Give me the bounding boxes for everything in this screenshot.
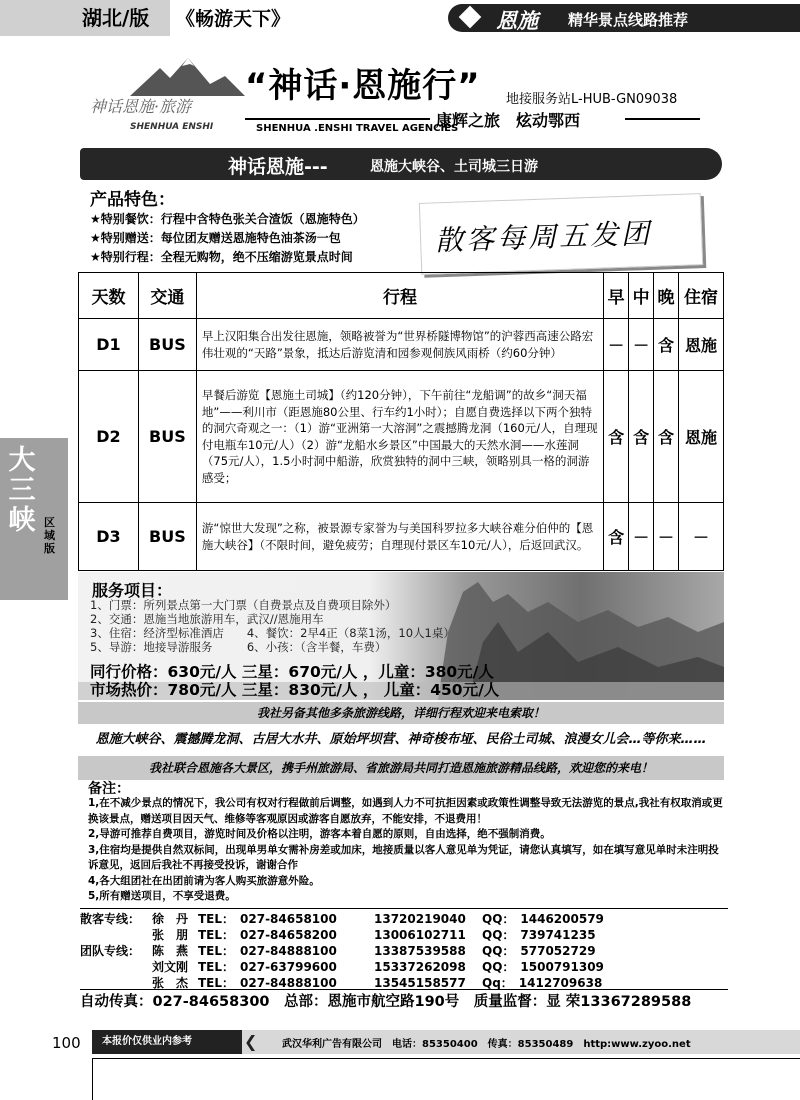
service-item: 1、门票：所列景点第一大门票（自费景点及自费项目除外） (90, 598, 397, 612)
contact-row (80, 975, 602, 991)
transport-cell: BUS (138, 503, 196, 571)
lunch-cell: － (629, 319, 654, 371)
breakfast-cell: － (604, 319, 629, 371)
lunch-cell: － (629, 503, 654, 571)
header-day: 天数 (79, 273, 139, 319)
stamp-text: 散客每周五发团 (434, 216, 653, 258)
header-transport: 交通 (138, 273, 196, 319)
tour-title-bar (80, 148, 722, 180)
agency-english: SHENHUA .ENSHI TRAVEL AGENCIES (256, 123, 459, 134)
divider (92, 1058, 93, 1100)
dinner-cell: 含 (654, 319, 679, 371)
contact-tel: TEL： 027-63799600 (198, 960, 337, 974)
note-item: 2,导游可推荐自费项目，游览时间及价格以注明，游客本着自愿的原则，自由选择，绝不强制消费。 (88, 828, 551, 840)
service-item: 2、交通：恩施当地旅游用车，武汉//恩施用车 (90, 612, 324, 626)
note-item: 1,在不减少景点的情况下，我公司有权对行程做前后调整，如遇到人力不可抗拒因素或政策性调整导致无法游览的景点,我社有权取消或更换该景点，赠送项目因天气、维修等客观原因或游客自愿放弃，不能安排，不退费用！ (88, 797, 723, 825)
price-group: 同行价格：630元/人 三星：670元/人 ，儿童：380元/人 (90, 663, 494, 681)
notes-list (88, 796, 728, 905)
contact-row (80, 959, 604, 975)
contact-row (80, 943, 596, 959)
contact-row (80, 911, 604, 927)
contact-tel: TEL： 027-84888100 (198, 944, 337, 958)
features-list (90, 210, 365, 267)
agency-license: 地接服务站L-HUB-GN09038 (506, 92, 678, 107)
contact-mobile: 13545158577 (374, 976, 466, 990)
contact-label: 散客专线： (80, 912, 141, 926)
agency-name: “神话·恩施行” (245, 66, 481, 106)
logo-pinyin: SHENHUA ENSHI (130, 122, 214, 132)
contact-mobile: 13006102711 (374, 928, 466, 942)
contact-name: 刘文刚 (152, 960, 189, 974)
dinner-cell: 含 (654, 371, 679, 503)
destination-title: 精华景点线路推荐 (568, 11, 689, 29)
service-item: 3、住宿：经济型标准酒店 4、餐饮：2早4正（8菜1汤，10人1桌） (90, 626, 455, 640)
contact-qq: Qq： 1412709638 (482, 976, 603, 990)
contact-name: 陈 燕 (152, 944, 189, 958)
more-routes-band: 我社另备其他多条旅游线路，详细行程欢迎来电索取！ (78, 702, 724, 724)
features-heading: 产品特色： (90, 190, 175, 210)
header-schedule: 行程 (196, 273, 603, 319)
feature-item: ★特别赠送：每位团友赠送恩施特色油茶汤一包 (90, 231, 341, 245)
feature-item: ★特别餐饮：行程中含特色张关合渣饭（恩施特色） (90, 212, 365, 226)
edition-big-label: 大三峡 (8, 445, 36, 536)
divider (92, 1058, 800, 1059)
logo-brand: 神话恩施·旅游 (90, 97, 192, 116)
transport-cell: BUS (138, 371, 196, 503)
header-bar (448, 4, 800, 32)
contact-name: 张 朋 (152, 928, 189, 942)
edition-small-label: 区域版 (44, 516, 55, 555)
header-lunch: 中 (629, 273, 654, 319)
footer-publisher: 武汉华利广告有限公司 电话：85350400 传真：85350489 http:www.zyoo.net (282, 1039, 691, 1050)
contact-qq: QQ： 1446200579 (482, 912, 604, 926)
contact-qq: QQ： 577052729 (482, 944, 596, 958)
cooperation-band: 我社联合恩施各大景区，携手州旅游局、省旅游局共同打造恩施旅游精品线路，欢迎您的来电！ (78, 756, 724, 780)
note-item: 3,住宿均是提供自然双标间，出现单男单女需补房差或加床，地接质量以客人意见单为凭证，请您认真填写，如在填写意见单时未注明投诉意见，返回后我社不再接受投诉，谢谢合作 (88, 843, 719, 871)
stay-cell: － (679, 503, 724, 571)
schedule-cell: 早餐后游览【恩施土司城】（约120分钟），下午前往“龙船调”的故乡“洞天福地”——利川市（距恩施80公里、行车约1小时）；自愿自费选择以下两个独特的洞穴奇观之一：（1）游“亚洲第一大溶洞”之震撼腾龙洞（160元/人，自理现付电瓶车10元/人）（2）游“龙船水乡景区”中国最大的天然水洞——水莲洞（75元/人），1.5小时洞中船游，欣赏独特的洞中三峡，领略别具一格的洞游感受； (196, 371, 603, 503)
transport-cell: BUS (138, 319, 196, 371)
contact-qq: QQ： 739741235 (482, 928, 596, 942)
contacts-block (80, 908, 728, 990)
spots-band: 恩施大峡谷、震撼腾龙洞、古居大水井、原始坪坝营、神奇梭布垭、民俗土司城、浪漫女儿会…等你来…… (78, 726, 724, 754)
stay-cell: 恩施 (679, 371, 724, 503)
services-list (90, 598, 455, 654)
agency-logo (90, 58, 240, 138)
day-cell: D3 (79, 503, 139, 571)
tour-label: 神话恩施--- (228, 156, 328, 178)
table-row (79, 503, 724, 571)
footer-bar (92, 1030, 800, 1054)
footer-disclaimer: 本报价仅供业内参考 (92, 1030, 242, 1054)
header-stay: 住宿 (679, 273, 724, 319)
service-item: 5、导游：地接导游服务 6、小孩：（含半餐，车费） (90, 640, 387, 654)
table-header-row (79, 273, 724, 319)
region-label: 湖北/版 (0, 0, 170, 36)
page-number: 100 (52, 1034, 81, 1052)
edition-side-tab (0, 438, 68, 600)
page-header (0, 0, 800, 36)
contact-mobile: 15337262098 (374, 960, 466, 974)
table-row (79, 319, 724, 371)
table-row (79, 371, 724, 503)
destination-keyword: 恩施 (496, 8, 538, 33)
schedule-cell: 早上汉阳集合出发往恩施，领略被誉为“世界桥隧博物馆”的沪蓉西高速公路宏伟壮观的“天路”景象，抵达后游览清和园参观侗族风雨桥（约60分钟） (196, 319, 603, 371)
contact-tel: TEL： 027-84658100 (198, 912, 337, 926)
day-cell: D2 (79, 371, 139, 503)
notes-heading: 备注： (88, 781, 130, 797)
contact-name: 徐 丹 (152, 912, 189, 926)
magazine-name: 《畅游天下》 (176, 8, 291, 30)
contact-row (80, 927, 596, 943)
dinner-cell: － (654, 503, 679, 571)
chevron-left-icon: ❮ (244, 1032, 258, 1051)
fax-line: 自动传真：027-84658300 总部：恩施市航空路190号 质量监督：显 荣13367289588 (80, 994, 692, 1010)
diamond-icon (459, 6, 482, 29)
breakfast-cell: 含 (604, 503, 629, 571)
contact-mobile: 13720219040 (374, 912, 466, 926)
schedule-cell: 游“惊世大发现”之称，被景源专家誉为与美国科罗拉多大峡谷难分伯仲的【恩施大峡谷】（不限时间，避免疲劳；自理现付景区车10元/人），后返回武汉。 (196, 503, 603, 571)
lunch-cell: 含 (629, 371, 654, 503)
itinerary-table (78, 272, 724, 571)
day-cell: D1 (79, 319, 139, 371)
contact-qq: QQ： 1500791309 (482, 960, 604, 974)
contact-mobile: 13387539588 (374, 944, 466, 958)
header-breakfast: 早 (604, 273, 629, 319)
header-dinner: 晚 (654, 273, 679, 319)
contact-name: 张 杰 (152, 976, 189, 990)
divider (245, 118, 430, 120)
tour-title: 恩施大峡谷、土司城三日游 (370, 159, 538, 175)
services-heading: 服务项目： (92, 581, 173, 600)
stay-cell: 恩施 (679, 319, 724, 371)
breakfast-cell: 含 (604, 371, 629, 503)
feature-item: ★特别行程：全程无购物，绝不压缩游览景点时间 (90, 250, 353, 264)
services-panel (78, 572, 724, 700)
contact-tel: TEL： 027-84888100 (198, 976, 337, 990)
agency-slogan: 康辉之旅 炫动鄂西 (436, 111, 581, 130)
divider (625, 118, 700, 120)
contact-tel: TEL： 027-84658200 (198, 928, 337, 942)
contact-label: 团队专线： (80, 944, 141, 958)
note-item: 4,各大组团社在出团前请为客人购买旅游意外险。 (88, 874, 320, 887)
price-market: 市场热价：780元/人 三星：830元/人 ， 儿童：450元/人 (90, 681, 500, 699)
departure-stamp (419, 193, 703, 275)
note-item: 5,所有赠送项目，不享受退费。 (88, 890, 236, 902)
